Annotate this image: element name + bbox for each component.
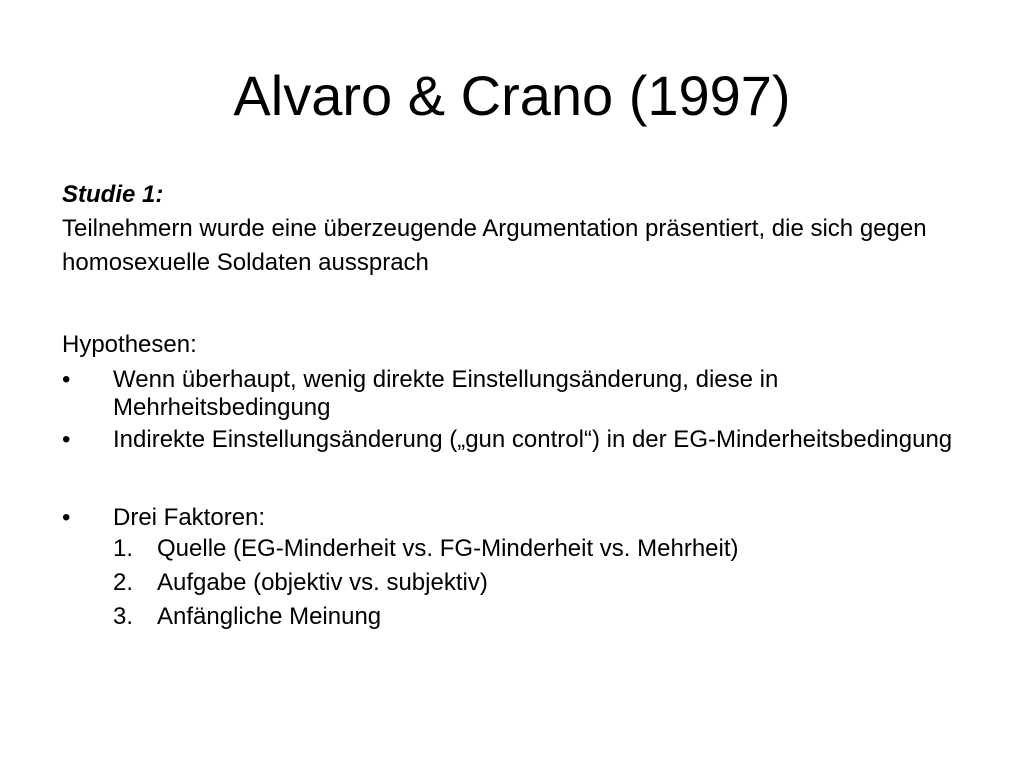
- factor-text: Anfängliche Meinung: [157, 603, 382, 630]
- hypothesis-item-1: [62, 366, 962, 422]
- factor-text: Aufgabe (objektiv vs. subjektiv): [157, 569, 488, 596]
- factor-number: 2.: [113, 569, 134, 596]
- factors-heading: Drei Faktoren:: [113, 504, 266, 531]
- factor-number: 3.: [113, 603, 134, 630]
- slide-body: [62, 178, 962, 634]
- spacer: [62, 280, 962, 328]
- bullet-icon: •: [62, 366, 71, 393]
- study-description: Teilnehmern wurde eine überzeugende Argumentation präsentiert, die sich gegen homosexuelle Soldaten aussprach: [62, 215, 927, 276]
- factors-bullet: [62, 504, 962, 532]
- factor-item-3: [62, 600, 962, 634]
- study-label: Studie 1:: [62, 181, 164, 208]
- factor-item-2: [62, 566, 962, 600]
- hypothesis-item-2: [62, 426, 962, 454]
- spacer: [62, 454, 962, 500]
- slide-title: Alvaro & Crano (1997): [233, 64, 791, 127]
- hypothesis-text: Indirekte Einstellungsänderung („gun control“) in der EG-Minderheitsbedingung: [113, 426, 953, 453]
- factor-text: Quelle (EG-Minderheit vs. FG-Minderheit vs. Mehrheit): [157, 535, 739, 562]
- hypothesis-text: Wenn überhaupt, wenig direkte Einstellungsänderung, diese in Mehrheitsbedingung: [113, 366, 779, 421]
- factor-item-1: [62, 532, 962, 566]
- bullet-icon: •: [62, 426, 71, 453]
- hypotheses-heading: Hypothesen:: [62, 331, 197, 358]
- bullet-icon: •: [62, 504, 71, 531]
- factor-number: 1.: [113, 535, 134, 562]
